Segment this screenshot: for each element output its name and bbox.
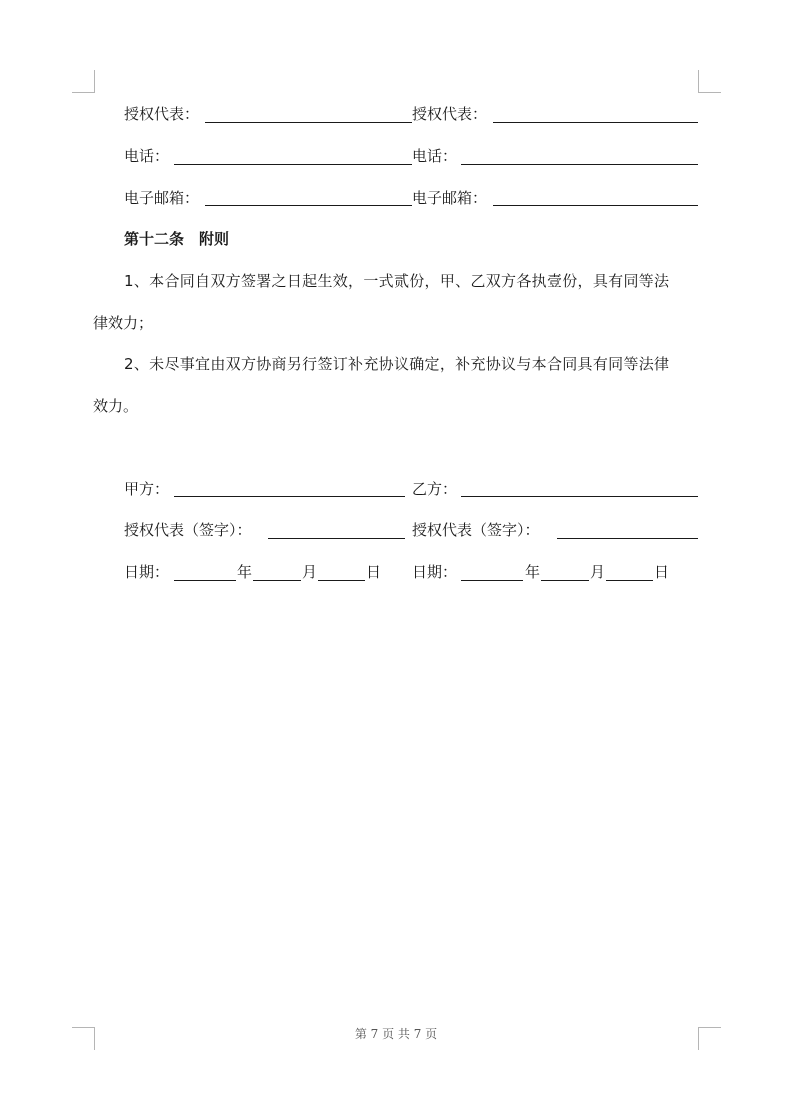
article-heading: 第十二条 附则	[124, 230, 230, 248]
party-a-label: 甲方：	[124, 480, 170, 498]
right-phone-blank	[461, 164, 698, 165]
clause-2-line-2: 效力。	[93, 397, 139, 415]
right-email-blank	[493, 205, 698, 206]
party-b-month-label: 月	[590, 563, 606, 581]
party-a-day-blank	[318, 580, 365, 581]
right-phone-label: 电话：	[412, 147, 458, 165]
clause-1-line-1: 1、本合同自双方签署之日起生效，一式贰份，甲、乙双方各执壹份，具有同等法	[124, 272, 670, 290]
clause-2-line-1: 2、未尽事宜由双方协商另行签订补充协议确定，补充协议与本合同具有同等法律	[124, 355, 670, 373]
party-b-year-label: 年	[525, 563, 541, 581]
crop-mark-top-right	[698, 70, 721, 93]
left-phone-label: 电话：	[124, 147, 170, 165]
left-email-blank	[205, 205, 412, 206]
party-a-year-label: 年	[237, 563, 253, 581]
party-b-day-blank	[606, 580, 653, 581]
party-a-blank	[174, 496, 405, 497]
right-email-label: 电子邮箱：	[412, 189, 488, 207]
right-rep-label: 授权代表：	[412, 105, 488, 123]
right-rep-blank	[493, 122, 698, 123]
party-b-label: 乙方：	[412, 480, 458, 498]
party-b-blank	[461, 496, 698, 497]
left-rep-label: 授权代表：	[124, 105, 200, 123]
party-a-month-blank	[253, 580, 301, 581]
party-b-year-blank	[461, 580, 523, 581]
party-a-month-label: 月	[302, 563, 318, 581]
party-b-month-blank	[541, 580, 589, 581]
page-number-footer: 第 7 页 共 7 页	[354, 1027, 438, 1041]
party-b-date-label: 日期：	[412, 563, 458, 581]
party-a-date-label: 日期：	[124, 563, 170, 581]
clause-1-line-2: 律效力；	[93, 314, 154, 332]
party-a-year-blank	[174, 580, 236, 581]
party-a-rep-sign-label: 授权代表（签字）：	[124, 521, 252, 539]
left-email-label: 电子邮箱：	[124, 189, 200, 207]
party-a-rep-sign-blank	[268, 538, 405, 539]
crop-mark-top-left	[72, 70, 95, 93]
left-phone-blank	[174, 164, 412, 165]
party-b-rep-sign-label: 授权代表（签字）：	[412, 521, 540, 539]
party-b-rep-sign-blank	[557, 538, 698, 539]
left-rep-blank	[205, 122, 412, 123]
party-b-day-label: 日	[654, 563, 670, 581]
party-a-day-label: 日	[366, 563, 382, 581]
